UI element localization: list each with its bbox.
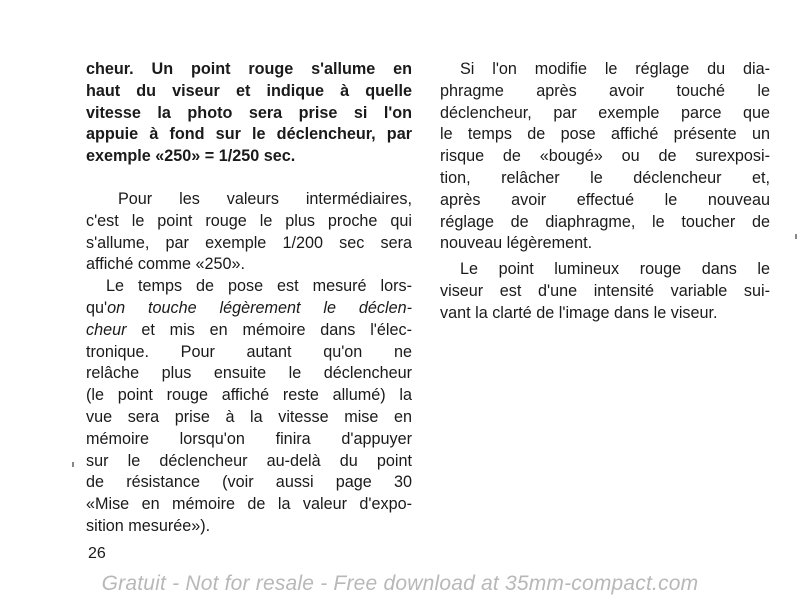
text-line: de résistance (voir aussi page 30 [86,473,412,492]
text-line: Le point lumineux rouge dans le [460,260,770,279]
text-line: «Mise en mémoire de la valeur d'expo- [86,495,412,514]
margin-speck [72,462,74,467]
paragraph-exposure-time [86,276,412,538]
text-line: Si l'on modifie le réglage du dia- [460,60,770,78]
text-line: vant la clarté de l'image dans le viseur. [440,303,718,322]
text-line: après avoir effectué le nouveau [440,190,770,209]
text-line: viseur est d'une intensité variable sui- [440,281,770,300]
text-line: sition mesurée»). [86,516,211,535]
text-line: réglage de diaphragme, le toucher de [440,212,770,231]
bold-paragraph [86,59,412,168]
text-span: et mis en mémoire dans l'élec- [126,320,412,339]
text-line: affiché comme «250». [86,255,245,274]
text-line: exemple «250» = 1/250 sec. [86,147,296,166]
text-line: (le point rouge affiché reste allumé) la [86,386,412,405]
watermark: Gratuit - Not for resale - Free download at 35mm-compact.com [101,572,699,595]
paragraph-intermediate-values [86,189,412,276]
text-line: Le temps de pose est mesuré lors- [106,277,412,296]
text-line: vue sera prise à la vitesse mise en [86,407,412,426]
text-line-mixed [86,298,412,320]
text-line: mémoire lorsqu'on finira d'appuyer [86,429,412,448]
text-line: risque de «bougé» ou de surexposi- [440,147,770,166]
text-line: phragme après avoir touché le [440,81,770,100]
text-line: nouveau légèrement. [440,234,593,253]
text-span: qu' [86,298,108,317]
text-line: relâche plus ensuite le déclencheur [86,364,412,383]
text-line: c'est le point rouge le plus proche qui [86,211,412,230]
text-line: s'allume, par exemple 1/200 sec sera [86,233,412,252]
text-line: vitesse la photo sera prise si l'on [86,103,412,122]
right-column [440,59,770,325]
text-line: haut du viseur et indique à quelle [86,81,412,100]
text-line-mixed [86,320,412,342]
text-line: le temps de pose affiché présente un [440,125,770,144]
left-column [86,59,412,538]
paragraph-aperture-change [440,59,770,255]
italic-text-span: on touche légèrement le déclen- [107,298,412,317]
text-line: cheur. Un point rouge s'allume en [86,60,412,78]
text-line: tion, relâcher le déclencheur et, [440,168,770,187]
paragraph-gap [86,168,412,189]
text-line: appuie à fond sur le déclencheur, par [86,125,412,144]
margin-speck [795,234,797,239]
text-line: Pour les valeurs intermédiaires, [118,189,412,208]
paragraph-red-point [440,259,770,324]
text-line: tronique. Pour autant qu'on ne [86,342,412,361]
text-line: sur le déclencheur au-delà du point [86,451,412,470]
text-line: déclencheur, par exemple parce que [440,103,770,122]
italic-text-span: cheur [86,320,127,339]
page-number: 26 [88,545,106,562]
